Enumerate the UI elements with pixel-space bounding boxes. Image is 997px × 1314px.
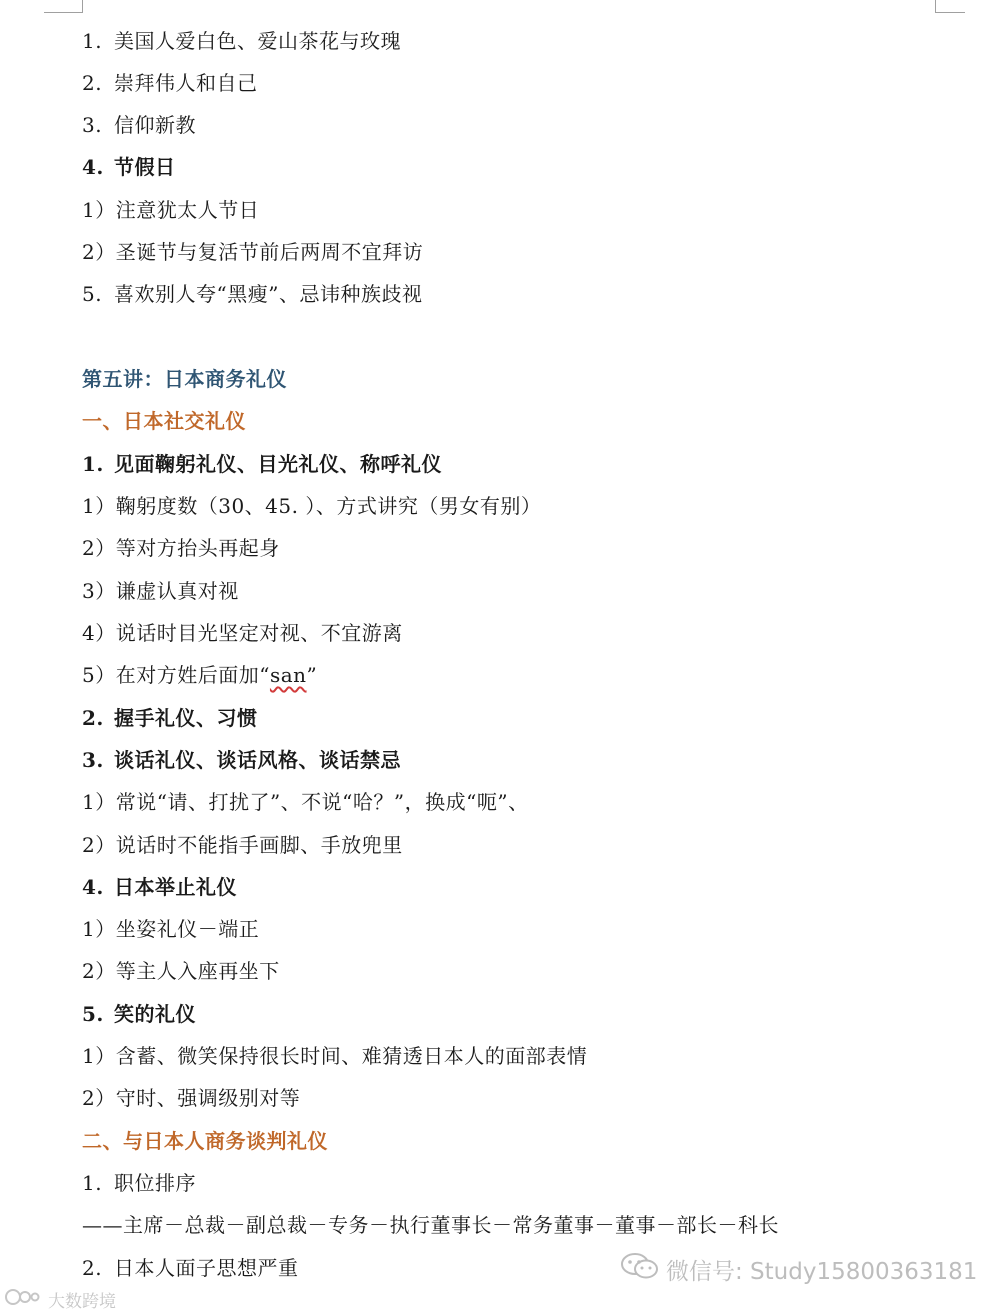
watermark-text: 微信号: Study15800363181 — [666, 1258, 978, 1285]
list-item: 2）圣诞节与复活节前后两周不宜拜访 — [82, 240, 424, 264]
wechat-icon — [620, 1251, 666, 1287]
spellcheck-word: san — [269, 663, 307, 687]
subheading: 4. 节假日 — [82, 155, 176, 179]
list-item: 2）说话时不能指手画脚、手放兜里 — [82, 833, 403, 857]
watermark-wechat — [620, 1251, 977, 1287]
list-item: 1）注意犹太人节日 — [82, 198, 260, 222]
list-item: 1）鞠躬度数（30、45. ）、方式讲究（男女有别） — [82, 494, 542, 518]
watermark-brand-text: 大数跨境 — [48, 1292, 116, 1312]
section-heading: 二、与日本人商务谈判礼仪 — [82, 1129, 328, 1153]
list-item: 5）在对方姓后面加“san” — [82, 663, 318, 687]
list-item: 1）常说“请、打扰了”、不说“哈？”，换成“呃”、 — [82, 790, 529, 814]
section-heading: 一、日本社交礼仪 — [82, 409, 246, 433]
subheading: 5. 笑的礼仪 — [82, 1002, 196, 1026]
brand-logo-icon — [4, 1286, 48, 1313]
list-item: 2）守时、强调级别对等 — [82, 1086, 301, 1110]
list-item: ——主席－总裁－副总裁－专务－执行董事长－常务董事－董事－部长－科长 — [82, 1213, 779, 1237]
crop-mark-top-right-v — [935, 0, 936, 13]
list-item: 1. 职位排序 — [82, 1171, 196, 1195]
subheading: 4. 日本举止礼仪 — [82, 875, 237, 899]
list-item: 2）等主人入座再坐下 — [82, 959, 280, 983]
list-item: 2. 崇拜伟人和自己 — [82, 71, 258, 95]
crop-mark-top-left-v — [82, 0, 83, 13]
list-item: 2）等对方抬头再起身 — [82, 536, 280, 560]
list-item: 4）说话时目光坚定对视、不宜游离 — [82, 621, 403, 645]
crop-mark-top-left-h — [44, 12, 82, 13]
subheading: 2. 握手礼仪、习惯 — [82, 706, 258, 730]
watermark-brand — [4, 1286, 116, 1313]
list-item: 3）谦虚认真对视 — [82, 579, 239, 603]
subheading: 3. 谈话礼仪、谈话风格、谈话禁忌 — [82, 748, 401, 772]
crop-mark-top-right-h — [935, 12, 965, 13]
chapter-heading: 第五讲：日本商务礼仪 — [82, 367, 287, 391]
list-item: 1）含蓄、微笑保持很长时间、难猜透日本人的面部表情 — [82, 1044, 588, 1068]
subheading: 1. 见面鞠躬礼仪、目光礼仪、称呼礼仪 — [82, 452, 442, 476]
list-item: 5. 喜欢别人夸“黑瘦”、忌讳种族歧视 — [82, 282, 423, 306]
list-item: 3. 信仰新教 — [82, 113, 196, 137]
list-item: 1. 美国人爱白色、爱山茶花与玫瑰 — [82, 29, 401, 53]
list-item: 2. 日本人面子思想严重 — [82, 1256, 299, 1280]
list-item: 1）坐姿礼仪－端正 — [82, 917, 260, 941]
